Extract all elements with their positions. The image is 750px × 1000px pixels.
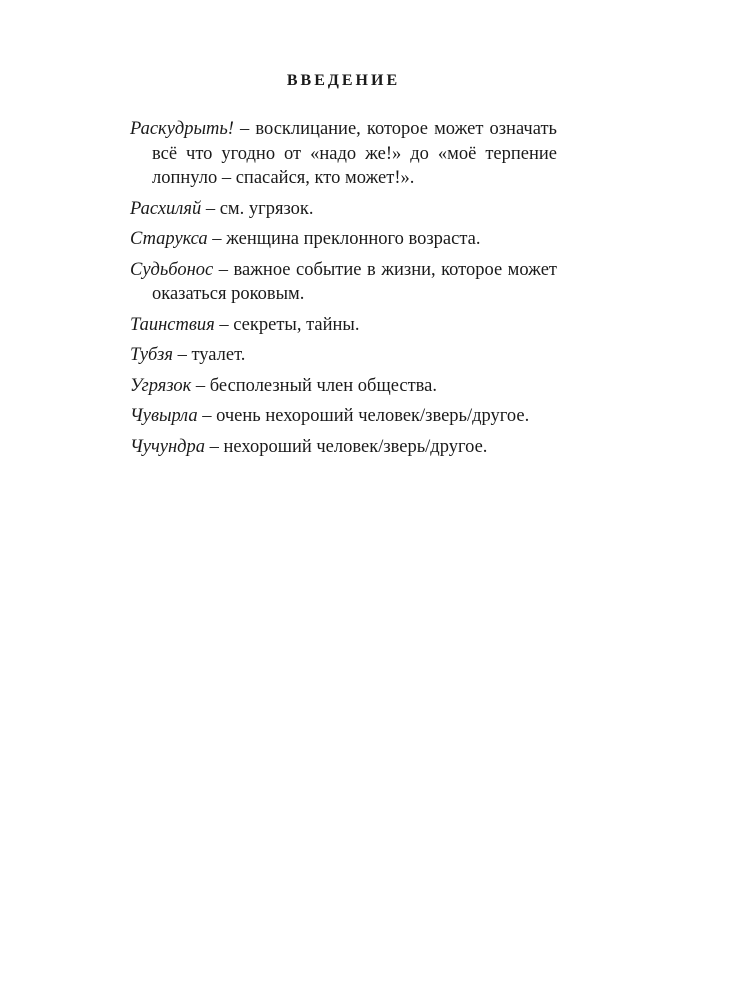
glossary-term: Судьбонос [130, 259, 214, 280]
glossary-entry [130, 227, 557, 252]
glossary-term: Раскудрыть! [130, 119, 234, 139]
glossary-entry [130, 374, 557, 399]
glossary-term: Старукса [130, 229, 208, 249]
glossary-entry [130, 404, 557, 429]
glossary-term: Расхиляй [130, 198, 202, 219]
glossary-entry [130, 343, 557, 368]
glossary-definition: – нехороший человек/зверь/другое. [205, 436, 488, 457]
glossary-term: Таинствия [130, 314, 215, 335]
glossary-entry [130, 313, 557, 338]
glossary-entry [130, 435, 557, 460]
glossary-term: Чучундра [130, 436, 206, 457]
glossary-term: Тубзя [130, 345, 173, 365]
glossary-entry [130, 258, 557, 307]
glossary-definition: – туалет. [172, 345, 246, 365]
glossary-term: Чувырла [130, 406, 198, 426]
glossary-definition: – секреты, тайны. [214, 314, 360, 335]
glossary-definition: – восклицание, которое может означать всё что угодно от «надо же!» до «моё терпение лопнуло – спасайся, кто может!». [152, 119, 557, 188]
glossary-term: Угрязок [130, 375, 192, 396]
glossary-definition: – женщина преклонного возраста. [207, 229, 481, 249]
book-page [130, 70, 557, 465]
glossary-definition: – важное событие в жизни, которое может оказаться роковым. [152, 259, 557, 304]
glossary-entry [130, 197, 557, 222]
glossary-definition: – см. угрязок. [201, 198, 314, 219]
page-title: ВВЕДЕНИЕ [286, 72, 401, 89]
glossary-definition: – очень нехороший человек/зверь/другое. [197, 406, 530, 426]
glossary-entry [130, 117, 557, 191]
glossary-definition: – бесполезный член общества. [191, 375, 438, 396]
